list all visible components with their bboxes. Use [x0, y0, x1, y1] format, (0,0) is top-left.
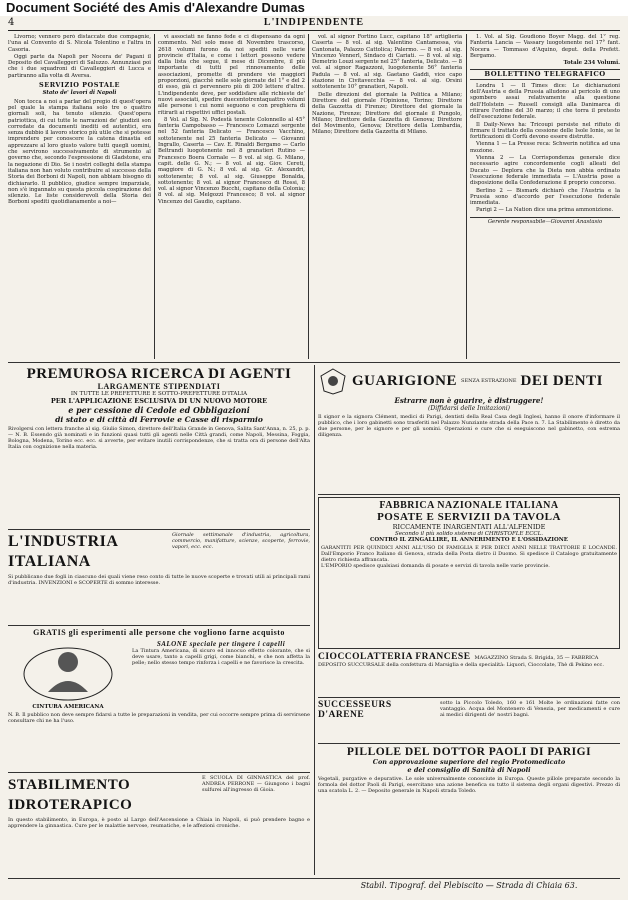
ad-body: Il signor e la signora Clément, medici di Parigi, dentisti della Real Casa degli Inglesi, hanno il onore d'informare il pubblico, che i loro gabinetti sono trasferiti nel Palazzo Nunziante strada della Pace n. 7. La Stabilimento è diretto da due persone, per le signore e per gli uomini. Operazioni e cure che si eseguiscono nel gabinetto, con estrema diligenza.	[318, 414, 620, 438]
ad-body: In questo stabilimento, in Europa, è posto al Largo dell'Ascensione a Chiaia in Napoli, si può prendere bagno e apprendere la ginnastica. Cure per le malattie nervose, reumatiche, e le affezioni croniche.	[8, 817, 310, 829]
ad-line: di stato e di città di Ferrovie e Casse di risparmio	[55, 415, 263, 424]
section-title: SERVIZIO POSTALE	[39, 81, 120, 90]
ad-title: STABILIMENTO IDROTERAPICO	[8, 777, 133, 813]
ad-body: Vegetali, purgative e depurative. Le sole universalmente conosciute in Europa. Queste pillole preparate secondo la formola del dottor Paoli di Parigi, esercitano una azione benefica su tutto il sistema degli organi digestivi. Prezzo di una scatola L. 2. — Deposito generale in Napoli strada Toledo.	[318, 776, 620, 794]
paragraph: vi associati ne fanno fede e ci dispensano da ogni commento. Nel solo mese di Novembre trascorso, 2618 volumi furono da noi spediti nelle varie provincie d'Italia, e come i lettori possono vedere dalla lista che segue, il mese di Dicembre, il più importante di tutti pel rinnovamento delle associazioni, promette di prendere vie maggiori proporzioni, giacchè nelle sole giornate del 1° e del 2 di esso, già ci pervennero più di 200 lettere d'altre. L'indipendente deve, per soddisfare alle richieste de' nuovi associati, spedire duecentotrentaquattro volumi alle persone i cui nomi seguono e con preghiera di ritirarli ai rispettivi uffici postali.	[158, 34, 305, 116]
ad-subtitle: Con approvazione superiore del regio Protomedicato	[372, 758, 566, 766]
ad-rule	[318, 697, 620, 698]
ad-line: PER L'APPLICAZIONE ESCLUSIVA DI UN NUOVO MOTORE	[50, 397, 268, 405]
dispatch: Parigi 2 — La Nation dice una prima ammonizione.	[476, 207, 614, 214]
running-header	[8, 16, 620, 31]
paragraph: Non tocca a noi a parlar del pregio di quest'opera pel quale la stampa italiana solo tre o quattro giornali soli, ha tenuto silenzio. Quest'opera patriottica, di cui tutte le narrazioni de' giudizii son corredate da documenti inediti ed autentici, era senza dubbio il lavoro storico più utile che si potesse imprendere per conoscere la catena dinastia ed apprezzare al loro giusto valore tutti quegli uomini, che servirono successivamente di strumento al governo che, secondo l'espressione di Gladstone, era la negazione di Dio. Se i nostri colleghi della stampa italiana non han voluto contribuire al successo della Storia dei Borboni di Napoli, non abbiam bisogno di dichiararlo. Il pubblico, giudice sempre imparziale, non s'è ingannato su questa piccola cospirazione del silenzio. Le liste considerevoli della Storia dei Borboni spediti quotidianamente a noi—	[8, 98, 151, 206]
ad-subtitle: e del consiglio di Sanità di Napoli	[407, 766, 531, 774]
ad-stabilimento-idroterapico	[8, 775, 310, 875]
archive-watermark: Document Société des Amis d'Alexandre Dumas	[0, 0, 628, 16]
column-divider	[154, 34, 155, 359]
ad-body: sotto la Piccolo Toledo, 160 e 161 Molte le ordinazioni fatte con vantaggio. Acqua del Montenero di Venezia, per medicamenti e cure ai medici dirigenti de' nostri bagni.	[440, 700, 620, 718]
paragraph: vol. al signor Fortino Lucc, capitano 18° artiglieria Caserta — 8 vol. al sig. Valentino Cantamessa, via Cantonata, Palazzo Cattolica; Palermo. — 8 vol. al sig. Vincenzo Vennerl, Sindaco di Cariati. — 8 vol. al sig. Demetrio Louzi sergente nel 25° fanteria, Delicato. — 8 vol. al signor Ragazzoni, luogotenente 56° fanteria Padula — 8 vol. al sig. Gaetano Gaddi, vice capo stazione in Civitavecchia — 8 vol. al sig. Orsini sottotenente 10° granatieri, Napoli.	[312, 34, 462, 91]
ad-successeurs-arene	[318, 700, 620, 740]
logo-text: CINTURA AMERICANA	[32, 704, 104, 710]
subscriber-line: 1. Vol. al Sig. Goudiono Boyer Magg. del 1° reg. Fanteria Lancia — Vassary luogotenente nel 17° fant. Nocera — Tommaso d'Aquino, deput. della Prefett. Bergamo.	[470, 34, 620, 59]
ad-side-text: Giornale settimanale d'industria, agricoltura, commercio, manifatture, scienze, scoperte, ferrovie, vapori, ecc. ecc.	[172, 532, 310, 550]
ad-subtitle: Estrarre non è guarire, è distruggere!	[394, 396, 544, 405]
ad-line: e per cessione di Cedole ed Obbligazioni	[68, 405, 250, 415]
ads-divider	[314, 365, 315, 875]
ad-body: Rivolgersi con lettera franche al sig. Giulio Simon, direttore dell'Italia Grande in Genova, Salita Sant'Anna, n. 25, p. p. — N. B. Essendo già nominati e in funzioni quasi tutti gli agenti nelle Città grandi, come Napoli, Messina, Foggia, Bologna, Modena, Torino ecc. ecc. si avverte, per evitare inutili corrispondenze, che si tratta ora di persone dell'Alta Italia con cognizione nella materia.	[8, 426, 310, 450]
ad-rule	[8, 529, 310, 530]
ad-rule	[8, 625, 310, 626]
american-bust-logo	[8, 640, 128, 710]
ad-title: PILLOLE DEL DOTTOR PAOLI DI PARIGI	[346, 746, 592, 758]
ad-line: Secondo il più solido sistema di CHRISTOFLE ECCL.	[394, 531, 544, 537]
page-number: 4	[8, 17, 15, 28]
article-column-3	[312, 34, 462, 359]
ad-title-middle: SENZA ESTRAZIONE	[461, 378, 517, 384]
ad-industria-italiana	[8, 532, 310, 622]
ad-subtitle: SALONE speciale per tingere i capelli	[156, 640, 286, 648]
ad-body: L'EMPORIO spedisce qualsiasi domanda di posate e servizi di tavola nelle varie provincie.	[321, 563, 550, 569]
ad-body: GARANTITI PER QUINDICI ANNI ALL'USO DI FAMIGLIA E PER DIECI ANNI NELLE TRATTORIE E LOCANDE. Dall'Emporio Franco Italiano di Genova, strada della Posta dietro il Duomo. Si spedisce il Catalogo gratuitamente dietro richiesta affrancata.	[321, 545, 617, 563]
section-rule	[8, 362, 620, 363]
article-column-4	[470, 34, 620, 359]
ad-title: CIOCCOLATTERIA FRANCESE	[318, 652, 471, 662]
ad-title: FABBRICA NAZIONALE ITALIANA	[379, 500, 559, 511]
ad-cioccolatteria	[318, 652, 620, 694]
ad-title: POSATE E SERVIZII DA TAVOLA	[377, 511, 561, 523]
ad-subtitle: LARGAMENTE STIPENDIATI	[97, 382, 221, 391]
dispatch: Vienna 2 — La Corrispondenza generale dice necessario agire concordemente cogli alleati del Ducato — Deplora che la Dieta non abbia ordinato l'esecuzione federale immediata — L'Austria pose a disposizione della Confederazione il proprio concorso.	[470, 155, 620, 187]
ad-title: L'INDUSTRIA ITALIANA	[8, 533, 118, 570]
ad-premurosa-ricerca	[8, 366, 310, 526]
gerente-signature: Gerente responsabile—Giovanni Anastasio	[470, 217, 620, 225]
ad-pillole-paoli	[318, 746, 620, 868]
ad-title: GRATIS gli esperimenti alle persone che vogliono farne acquisto	[33, 628, 285, 637]
dispatch: Il Daily-News ha: Tricoupi persiste nel rifiuto di firmare il trattato della cessione delle Isole Ionie, se le fortificazioni di Corfù devono essere distrutte.	[470, 121, 620, 141]
ad-rule	[318, 743, 620, 744]
paragraph: Livorno; vennero però distaccate due compagnie, l'una al Convento di S. Nicola Tolentino e l'altra in Casoria.	[8, 34, 151, 53]
ad-line: IN TUTTE LE PREFETTURE E SOTTO-PREFETTURE D'ITALIA	[70, 391, 248, 397]
ad-fabbrica-nazionale	[318, 497, 620, 649]
ad-title-right: DEI DENTI	[520, 372, 603, 389]
article-column-2	[158, 34, 305, 359]
ad-note: N. B. Il pubblico non deve sempre fidarsi a tutte le preparazioni in vendita, per cui occorre sempre prima di servirsene consultare chi ne ha l'uso.	[8, 712, 310, 724]
bust-illustration-icon	[8, 640, 128, 710]
ad-line: CONTRO IL ZINGALLIRE, IL ANNERIMENTO E L'OSSIDAZIONE	[370, 537, 568, 543]
footer-rule	[8, 878, 620, 879]
ad-guarigione-denti	[318, 366, 620, 490]
printer-imprint: Stabil. Tipograf. del Plebiscito — Strada di Chiaia 63.	[360, 881, 578, 890]
ad-body: DEPOSITO SUCCURSALE della confettura di Marsiglia e della specialità: Liquori, Cioccolate, Thè di Pekino ecc.	[318, 662, 604, 668]
ad-side-text: MAGAZZINO Strada S. Brigida, 35 — FABBRICA	[474, 655, 599, 661]
dispatch: Berlino 2 — Bismark dichiarò che l'Austria e la Prussia sono d'accordo per l'esecuzione federale immediata.	[470, 187, 620, 207]
ad-tintura-americana	[8, 628, 310, 768]
column-divider	[308, 34, 309, 359]
ad-title: SUCCESSEURS D'ARENE	[318, 700, 392, 720]
volumes-total: Totale 234 Volumi.	[563, 60, 620, 67]
ad-rule	[318, 494, 620, 495]
ad-subtitle: RICCAMENTE INARGENTATI ALL'ALFENIDE	[392, 523, 546, 531]
section-subtitle: Stato de' lavori di Napoli	[42, 90, 117, 97]
ad-body: La Tintura Americana, di sicuro ed innocuo effetto colorante, che si deve usare, tanto a capelli grigi, come bianchi, e che non affetta la pelle; nello stesso tempo rinforza i capelli e ne favorisce la crescita.	[132, 648, 310, 666]
ad-body: Si pubblicano due fogli in ciascuno dei quali viene reso conto di tutte le nuove scoperte e trovati utili ai principali rami d'industria. INVENZIONI e SCOPERTE di sommo interesse.	[8, 574, 310, 586]
paragraph: 8 Vol. al Sig. N. Podestà tenente Colonnello al 45° fanteria Campobasso — Francesco Lomazzi sergente nel 52 fanteria Delicato — Francesco Vacchino, sottotenente nel 25 fanteria Delicato — Giovanni Ingrallo, Caserta — Cav. E. Rinaldi Bergamo — Carlo Beltrandi luogotenente nel 8 granatieri Rutino — Francesco Boera Cornale — 8 vol. al sig. G. Milano, capit. delle G. N.; — 8 vol. al sig. Giov. Cereti, maggiore di G. N.; 8 vol. al sig. Gr. Alexandri, sottotenente; 8 vol. al sig. Giuseppe Bonalda, sottotenente; 8 vol. al signor Francesco di Rossi, 8 vol. al signor Vincenzo Bucchi, capitano della Colonia; 8 vol. al sig. Melgozzi Francesco; 8 vol. al signor Vincenzo del Gaudio, capitano.	[158, 116, 305, 205]
telegraph-bulletin-title: BOLLETTINO TELEGRAFICO	[470, 69, 620, 79]
ad-side-text: E SCUOLA DI GINNASTICA del prof. ANDREA PERRONE — Giungono i bagni sulfurei all'ingresso di Gioia.	[202, 775, 310, 793]
article-column-1	[8, 34, 151, 359]
royal-crest-icon	[318, 366, 348, 396]
ad-title: PREMUROSA RICERCA DI AGENTI	[26, 366, 292, 382]
paragraph: Oggi parte da Napoli per Nocera de' Pagani il Deposito del Cavalleggeri di Saluzzo. Annunziasi poi che i due squadroni di Cavalleggieri di Lucca e partiranno alla volta di Aversa.	[8, 53, 151, 79]
ad-title: GUARIGIONE	[352, 372, 458, 389]
column-divider	[466, 34, 467, 359]
newspaper-name: L'INDIPENDENTE	[263, 17, 365, 28]
ad-subtitle: (Diffidarsi delle Imitazioni)	[428, 405, 510, 412]
paragraph: Delle direzioni del giornale la Politica a Milano; Direttore del giornale l'Opinione, Torino; Direttore della Gazzetta di Firenze; Direttore del giornale la Nazione, Firenze; Direttore del giornale il Pungolo, Milano; Direttore della Gazzetta di Genova; Direttore del Movimento, Genova; Direttore della Lombardia, Milano; Direttore della Gazzetta di Milano.	[312, 91, 462, 136]
dispatch: Vienna 1 — La Presse reca: Schwerin notifica ad una mozione.	[470, 141, 620, 154]
dispatch: Londra 1 — Il Times dice: Le dichiarazioni dell'Austria e della Prussia alludono al pericolo di uno sgombero assai relativamente alla questione dell'Holstein — Russell consigli alla Danimarca di ritirare l'ordine del 30 marzo; il che torra il pretesto dell'esecuzione federale.	[470, 82, 620, 121]
ad-rule	[8, 772, 310, 773]
